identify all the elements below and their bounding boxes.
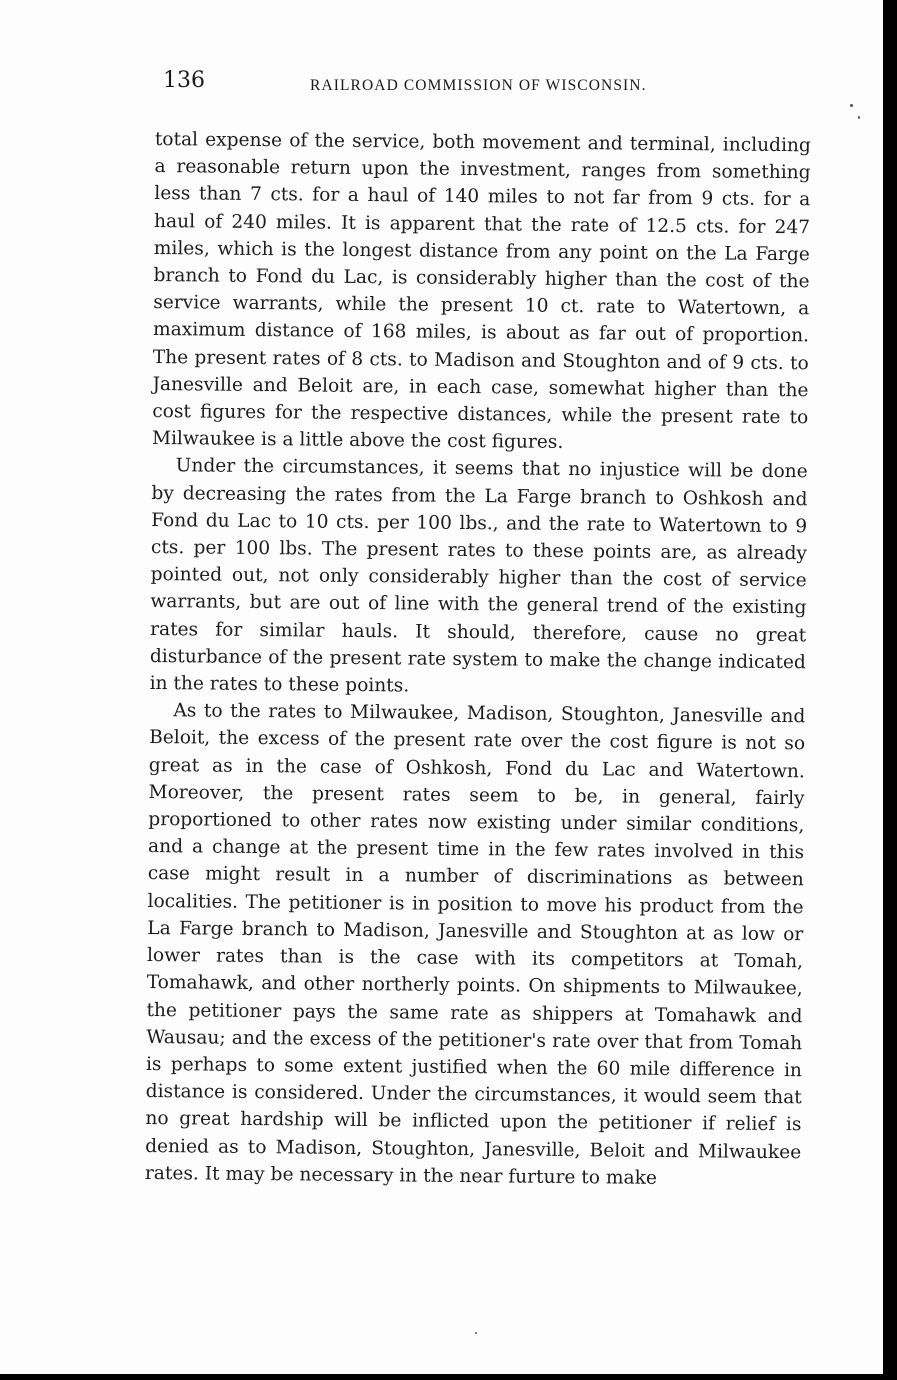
paragraph: Under the circumstances, it seems that no injustice will be done by decreasing the rates from the La Farge branch to Oshkosh and Fond du Lac to 10 cts. per 100 lbs., and the rate to Watertown to 9 cts. per 100 lbs. The present rates to these points are, as already pointed out, not only considerably higher than the cost of service warrants, but are out of line with the general trend of the existing rates for similar hauls. It should, therefore, cause no great disturbance of the present rate system to make the change indicated in the rates to these points. xyxy=(149,455,808,697)
paragraph: As to the rates to Milwaukee, Madison, Stoughton, Janesville and Beloit, the excess of the present rate over the cost figure is not so great as in the case of Oshkosh, Fond du Lac and Watertown. Moreover, the present rates seem to be, in general, fairly proportioned to other rates now existing under similar conditions, and a change at the present time in the few rates involved in this case might result in a number of discriminations as between localities. The petitioner is in position to move his product from the La Farge branch to Madison, Janesville and Stoughton at as low or lower rates than is the case with its competitors at Tomah, Tomahawk, and other northerly points. On shipments to Milwaukee, the petitioner pays the same rate as shippers at Tomahawk and Wausau; and the excess of the petitioner's rate over that from Tomah is perhaps to some extent justified when the 60 mile difference in distance is considered. Under the circumstances, it would seem that no great hardship will be inflicted upon the petitioner if relief is denied as to Madison, Stoughton, Janesville, Beloit and Milwaukee rates. It may be necessary in the near furture to make xyxy=(144,700,806,1189)
scan-speck xyxy=(858,116,860,119)
running-title: RAILROAD COMMISSION OF WISCONSIN. xyxy=(310,77,647,94)
scan-border-right xyxy=(883,0,897,1380)
body-text xyxy=(145,126,811,1193)
paragraph-continued: total expense of the service, both movement and terminal, including a reasonable return upon the investment, ranges from something less than 7 cts. for a haul of 140 miles to not far from 9 cts. for a haul of 240 miles. It is apparent that the rate of 12.5 cts. for 247 miles, which is the longest distance from any point on the La Farge branch to Fond du Lac, is considerably higher than the cost of the service warrants, while the present 10 ct. rate to Watertown, a maximum distance of 168 miles, is about as far out of proportion. The present rates of 8 cts. to Madison and Stoughton and of 9 cts. to Janesville and Beloit are, in each case, somewhat higher than the cost figures for the respective distances, while the present rate to Milwaukee is a little above the cost figures. xyxy=(151,128,811,454)
page-number: 136 xyxy=(163,68,205,93)
scan-speck xyxy=(850,104,853,107)
scan-speck xyxy=(475,1332,477,1334)
scan-border-bottom xyxy=(0,1374,897,1380)
